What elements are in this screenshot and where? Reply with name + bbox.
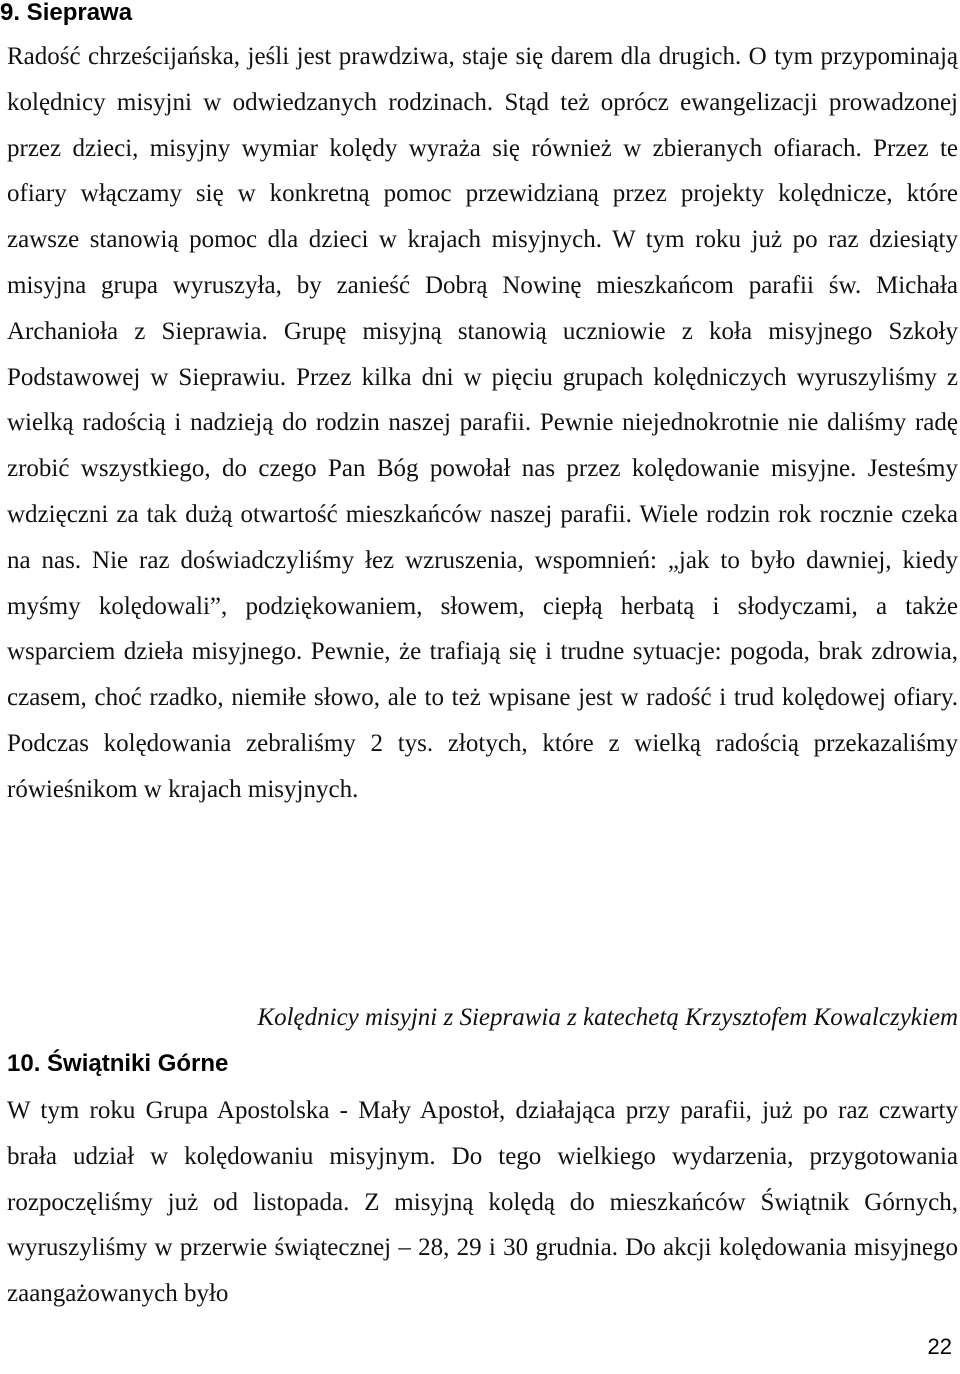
page-number: 22 — [927, 1334, 952, 1359]
section-heading-swiatniki-gorne: 10. Świątniki Górne — [7, 1050, 229, 1077]
section-signature-sieprawa: Kolędnicy misyjni z Sieprawia z katechetą Krzysztofem Kowalczykiem — [257, 1004, 958, 1031]
section-body-swiatniki-gorne: W tym roku Grupa Apostolska - Mały Apostoł, działająca przy parafii, już po raz czwarty brała udział w kolędowaniu misyjnym. Do tego wielkiego wydarzenia, przygotowania rozpoczęliśmy już od listopada. Z misyjną kolędą do mieszkańców Świątnik Górnych, wyruszyliśmy w przerwie świątecznej – 28, 29 i 30 grudnia. Do akcji kolędowania misyjnego zaangażowanych było — [7, 1097, 958, 1308]
section-body-sieprawa: Radość chrześcijańska, jeśli jest prawdziwa, staje się darem dla drugich. O tym przypominają kolędnicy misyjni w odwiedzanych rodzinach. Stąd też oprócz ewangelizacji prowadzonej przez dzieci, misyjny wymiar kolędy wyraża się również w zbieranych ofiarach. Przez te ofiary włączamy się w konkretną pomoc przewidzianą przez projekty kolędnicze, które zawsze stanowią pomoc dla dzieci w krajach misyjnych. W tym roku już po raz dziesiąty misyjna grupa wyruszyła, by zanieść Dobrą Nowinę mieszkańcom parafii św. Michała Archanioła z Sieprawia. Grupę misyjną stanowią uczniowie z koła misyjnego Szkoły Podstawowej w Sieprawiu. Przez kilka dni w pięciu grupach kolędniczych wyruszyliśmy z wielką radością i nadzieją do rodzin naszej parafii. Pewnie niejednokrotnie nie daliśmy radę zrobić wszystkiego, do czego Pan Bóg powołał nas przez kolędowanie misyjne. Jesteśmy wdzięczni za tak dużą otwartość mieszkańców naszej parafii. Wiele rodzin rok rocznie czeka na nas. Nie raz doświadczyliśmy łez wzruszenia, wspomnień: „jak to było dawniej, kiedy myśmy kolędowali”, podziękowaniem, słowem, ciepłą herbatą i słodyczami, a także wsparciem dzieła misyjnego. Pewnie, że trafiają się i trudne sytuacje: pogoda, brak zdrowia, czasem, choć rzadko, niemiłe słowo, ale to też wpisane jest w radość i trud kolędowej ofiary. Podczas kolędowania zebraliśmy 2 tys. złotych, które z wielką radością przekazaliśmy rówieśnikom w krajach misyjnych. — [7, 43, 958, 803]
section-heading-sieprawa: 9. Sieprawa — [0, 0, 133, 26]
